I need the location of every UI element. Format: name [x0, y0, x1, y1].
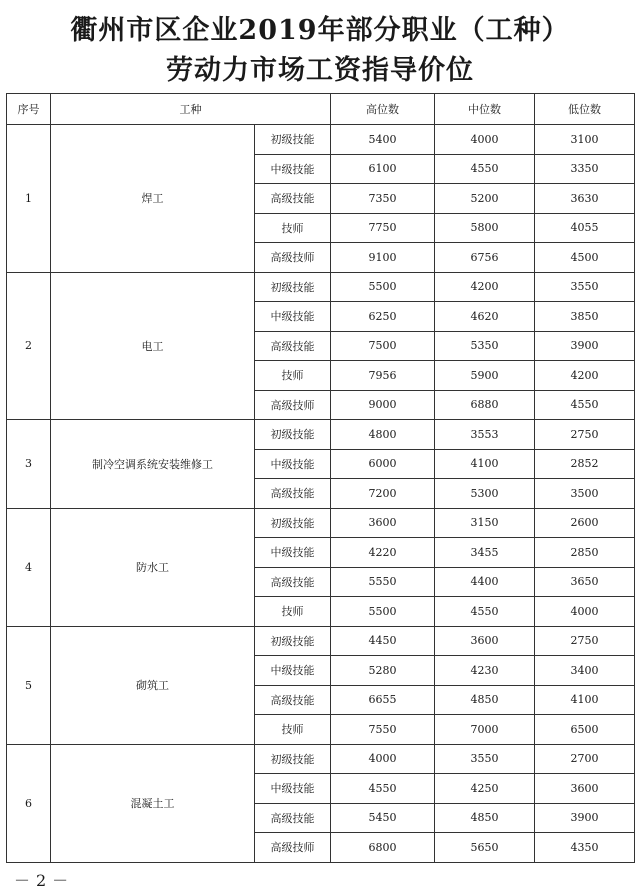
skill-level: 初级技能 — [255, 508, 331, 538]
high-value: 7350 — [331, 184, 435, 214]
low-value: 4055 — [535, 213, 635, 243]
table-row — [7, 420, 635, 450]
header-index: 序号 — [7, 94, 51, 125]
skill-level: 初级技能 — [255, 626, 331, 656]
skill-level: 高级技能 — [255, 685, 331, 715]
skill-level: 高级技能 — [255, 184, 331, 214]
low-value: 2750 — [535, 626, 635, 656]
job-type-name: 混凝土工 — [51, 744, 255, 862]
high-value: 3600 — [331, 508, 435, 538]
high-value: 6250 — [331, 302, 435, 332]
row-index: 6 — [7, 744, 51, 862]
row-index: 3 — [7, 420, 51, 509]
mid-value: 4000 — [435, 125, 535, 155]
mid-value: 5650 — [435, 833, 535, 863]
skill-level: 中级技能 — [255, 449, 331, 479]
skill-level: 初级技能 — [255, 272, 331, 302]
low-value: 3600 — [535, 774, 635, 804]
low-value: 3100 — [535, 125, 635, 155]
high-value: 6655 — [331, 685, 435, 715]
skill-level: 中级技能 — [255, 302, 331, 332]
low-value: 3500 — [535, 479, 635, 509]
skill-level: 高级技能 — [255, 479, 331, 509]
job-type-name: 制冷空调系统安装维修工 — [51, 420, 255, 509]
skill-level: 技师 — [255, 213, 331, 243]
wage-guide-table — [6, 93, 635, 863]
row-index: 4 — [7, 508, 51, 626]
job-type-name: 电工 — [51, 272, 255, 420]
mid-value: 4850 — [435, 685, 535, 715]
job-type-name: 防水工 — [51, 508, 255, 626]
mid-value: 4250 — [435, 774, 535, 804]
high-value: 4000 — [331, 744, 435, 774]
mid-value: 3150 — [435, 508, 535, 538]
skill-level: 高级技师 — [255, 243, 331, 273]
low-value: 3630 — [535, 184, 635, 214]
skill-level: 技师 — [255, 597, 331, 627]
high-value: 4450 — [331, 626, 435, 656]
skill-level: 中级技能 — [255, 538, 331, 568]
table-row — [7, 508, 635, 538]
low-value: 4100 — [535, 685, 635, 715]
mid-value: 4550 — [435, 597, 535, 627]
skill-level: 初级技能 — [255, 125, 331, 155]
job-type-name: 砌筑工 — [51, 626, 255, 744]
mid-value: 3553 — [435, 420, 535, 450]
high-value: 4220 — [331, 538, 435, 568]
document-title-line-2: 劳动力市场工资指导价位 — [166, 55, 474, 86]
skill-level: 初级技能 — [255, 744, 331, 774]
skill-level: 技师 — [255, 715, 331, 745]
skill-level: 高级技能 — [255, 331, 331, 361]
high-value: 5280 — [331, 656, 435, 686]
mid-value: 4200 — [435, 272, 535, 302]
mid-value: 4100 — [435, 449, 535, 479]
table-header-row — [7, 94, 635, 125]
high-value: 7500 — [331, 331, 435, 361]
high-value: 7550 — [331, 715, 435, 745]
low-value: 3400 — [535, 656, 635, 686]
high-value: 7956 — [331, 361, 435, 391]
skill-level: 高级技能 — [255, 803, 331, 833]
skill-level: 中级技能 — [255, 774, 331, 804]
mid-value: 3455 — [435, 538, 535, 568]
mid-value: 6756 — [435, 243, 535, 273]
low-value: 4350 — [535, 833, 635, 863]
mid-value: 5800 — [435, 213, 535, 243]
low-value: 2852 — [535, 449, 635, 479]
table-row — [7, 626, 635, 656]
table-row — [7, 125, 635, 155]
header-mid: 中位数 — [435, 94, 535, 125]
low-value: 3850 — [535, 302, 635, 332]
mid-value: 4620 — [435, 302, 535, 332]
high-value: 5400 — [331, 125, 435, 155]
skill-level: 高级技师 — [255, 390, 331, 420]
high-value: 9100 — [331, 243, 435, 273]
high-value: 5550 — [331, 567, 435, 597]
skill-level: 初级技能 — [255, 420, 331, 450]
high-value: 5500 — [331, 597, 435, 627]
high-value: 5500 — [331, 272, 435, 302]
low-value: 4550 — [535, 390, 635, 420]
skill-level: 高级技能 — [255, 567, 331, 597]
mid-value: 5300 — [435, 479, 535, 509]
mid-value: 4400 — [435, 567, 535, 597]
mid-value: 5900 — [435, 361, 535, 391]
high-value: 6800 — [331, 833, 435, 863]
table-row — [7, 272, 635, 302]
mid-value: 3550 — [435, 744, 535, 774]
page-number: －2－ — [14, 871, 75, 890]
high-value: 4800 — [331, 420, 435, 450]
mid-value: 5350 — [435, 331, 535, 361]
low-value: 2850 — [535, 538, 635, 568]
high-value: 7200 — [331, 479, 435, 509]
low-value: 3900 — [535, 803, 635, 833]
header-job-type: 工种 — [51, 94, 331, 125]
mid-value: 4230 — [435, 656, 535, 686]
table-row — [7, 744, 635, 774]
job-type-name: 焊工 — [51, 125, 255, 273]
mid-value: 5200 — [435, 184, 535, 214]
low-value: 2600 — [535, 508, 635, 538]
mid-value: 3600 — [435, 626, 535, 656]
low-value: 3350 — [535, 154, 635, 184]
mid-value: 6880 — [435, 390, 535, 420]
skill-level: 高级技师 — [255, 833, 331, 863]
header-high: 高位数 — [331, 94, 435, 125]
high-value: 6000 — [331, 449, 435, 479]
skill-level: 中级技能 — [255, 656, 331, 686]
low-value: 4500 — [535, 243, 635, 273]
low-value: 3900 — [535, 331, 635, 361]
high-value: 4550 — [331, 774, 435, 804]
table-body — [7, 125, 635, 863]
row-index: 1 — [7, 125, 51, 273]
low-value: 6500 — [535, 715, 635, 745]
low-value: 2750 — [535, 420, 635, 450]
low-value: 3550 — [535, 272, 635, 302]
skill-level: 技师 — [255, 361, 331, 391]
mid-value: 4550 — [435, 154, 535, 184]
skill-level: 中级技能 — [255, 154, 331, 184]
high-value: 5450 — [331, 803, 435, 833]
high-value: 6100 — [331, 154, 435, 184]
mid-value: 7000 — [435, 715, 535, 745]
low-value: 4200 — [535, 361, 635, 391]
high-value: 7750 — [331, 213, 435, 243]
low-value: 2700 — [535, 744, 635, 774]
document-title-line-1: 衢州市区企业2019年部分职业（工种） — [70, 15, 570, 46]
header-low: 低位数 — [535, 94, 635, 125]
row-index: 2 — [7, 272, 51, 420]
low-value: 4000 — [535, 597, 635, 627]
high-value: 9000 — [331, 390, 435, 420]
low-value: 3650 — [535, 567, 635, 597]
row-index: 5 — [7, 626, 51, 744]
mid-value: 4850 — [435, 803, 535, 833]
